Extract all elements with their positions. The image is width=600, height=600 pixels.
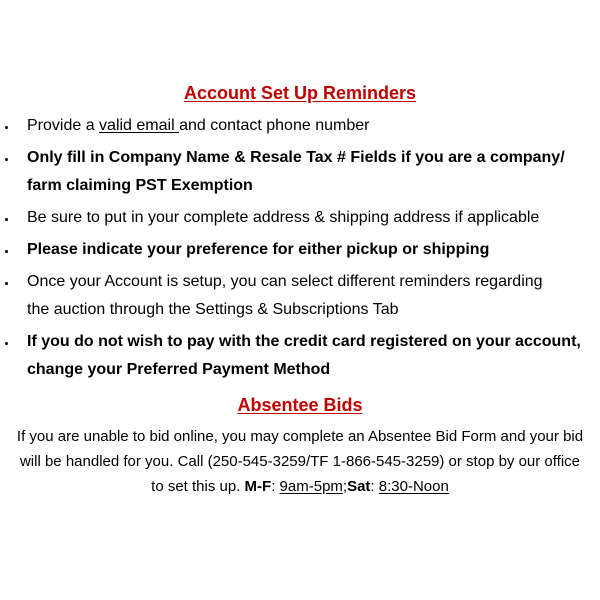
bullet-dot: [5, 342, 8, 345]
valid-email-underlined: valid email: [99, 117, 180, 134]
sat-label: Sat: [347, 478, 371, 495]
mf-label: M-F: [244, 478, 272, 495]
bullet-dot: [5, 126, 8, 129]
bullet-dot: [5, 282, 8, 285]
bullet-dot: [5, 218, 8, 221]
account-setup-heading: Account Set Up Reminders: [183, 83, 417, 103]
bullet-text: Only fill in Company Name & Resale Tax # Fields if you are a company/ farm claiming PST Exemption: [27, 149, 565, 194]
bullet-text: Please indicate your preference for either pickup or shipping: [27, 241, 490, 258]
bullet-dot: [5, 250, 8, 253]
sat-hours: 8:30-Noon: [378, 478, 449, 495]
bullet-text: If you do not wish to pay with the credit card registered on your account, change your Preferred Payment Method: [27, 333, 581, 378]
bullet-text: Once your Account is setup, you can select different reminders regarding the auction through the Settings & Subscriptions Tab: [27, 273, 543, 318]
absentee-bids-paragraph: If you are unable to bid online, you may complete an Absentee Bid Form and your bid will be handled for you. Call (250-545-3259/TF 1-866-545-3259) or stop by our office to set this up. M-F: 9am-5pm;Sat: 8:30-Noon: [0, 424, 600, 499]
bullet-dot: [5, 158, 8, 161]
mf-hours: 9am-5pm: [279, 478, 343, 495]
bullet-text: Be sure to put in your complete address & shipping address if applicable: [27, 209, 540, 226]
absentee-bids-heading: Absentee Bids: [237, 395, 363, 415]
bullet-text: Provide a valid email and contact phone number: [27, 117, 370, 134]
office-hours-line: to set this up. M-F: 9am-5pm;Sat: 8:30-Noon: [151, 478, 449, 495]
